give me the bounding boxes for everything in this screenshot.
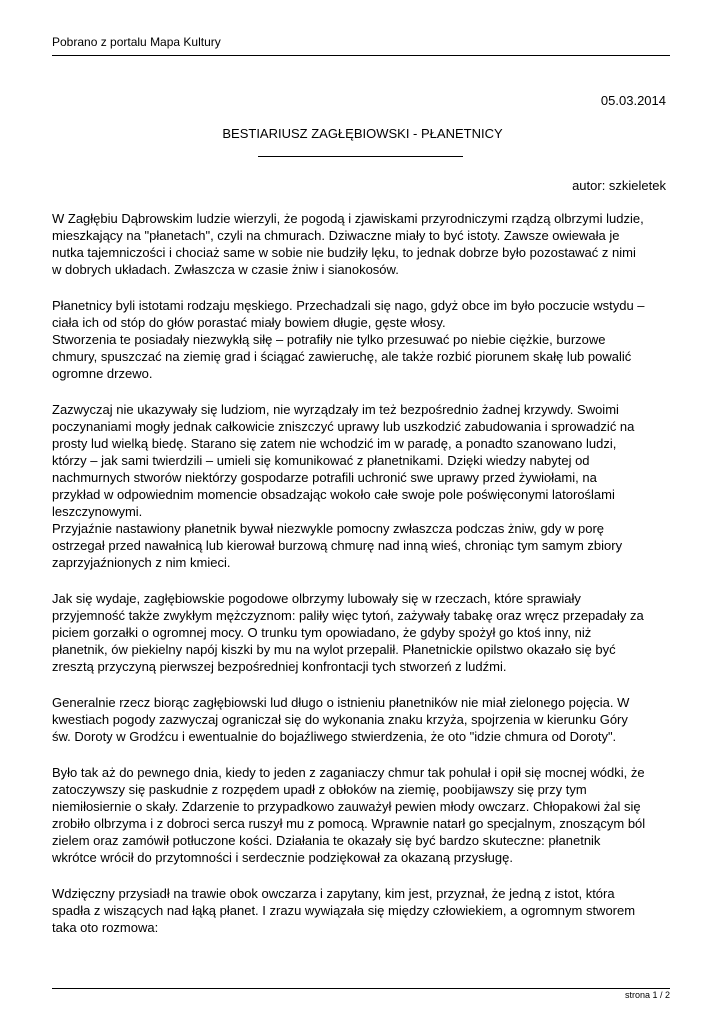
paragraph-line: kwestiach pogody zazwyczaj ograniczał się do wykonania znaku krzyża, spojrzenia w kierunku Góry bbox=[52, 712, 628, 727]
portal-source-note: Pobrano z portalu Mapa Kultury bbox=[52, 35, 221, 49]
article-body bbox=[52, 210, 672, 955]
article-paragraph bbox=[52, 297, 672, 382]
paragraph-line: zatoczywszy się paskudnie z rozpędem upadł z obłoków na ziemię, poobijawszy się przy tym bbox=[52, 782, 587, 797]
paragraph-line: zaprzyjaźnionych z nim kmieci. bbox=[52, 555, 231, 570]
paragraph-line: zielem oraz zamówił potłuczone kości. Działania te okazały się być bardzo skuteczne: płanetnik bbox=[52, 833, 601, 848]
paragraph-line: piciem gorzałki o ogromnej mocy. O trunku tym opowiadano, że gdyby spożył go ktoś inny, niż bbox=[52, 625, 592, 640]
paragraph-line: którzy – jak sami twierdzili – umieli się komunikować z płanetnikami. Dzięki wiedzy nabytej od bbox=[52, 453, 590, 468]
paragraph-line: Generalnie rzecz biorąc zagłębiowski lud długo o istnieniu płanetników nie miał zielonego pojęcia. W bbox=[52, 695, 630, 710]
page-number: strona 1 / 2 bbox=[624, 990, 670, 1000]
paragraph-line: przyjemność także zwykłym mężczyznom: paliły więc tytoń, zażywały tabakę oraz wręcz przepadały za bbox=[52, 608, 644, 623]
paragraph-line: nachmurnych stworów niektórzy gospodarze potrafili uchronić swe uprawy przed żywiołami, na bbox=[52, 470, 597, 485]
paragraph-line: prosty lud wielką biedę. Starano się zatem nie wchodzić im w paradę, a ponadto szanowano ludzi, bbox=[52, 436, 617, 451]
paragraph-line: Jak się wydaje, zagłębiowskie pogodowe olbrzymy lubowały się w rzeczach, które sprawiały bbox=[52, 591, 581, 606]
paragraph-line: taka oto rozmowa: bbox=[52, 920, 159, 935]
article-paragraph bbox=[52, 694, 672, 745]
article-paragraph bbox=[52, 210, 672, 278]
paragraph-line: niemiłosiernie o skały. Zdarzenie to przypadkowo zauważył pewien młody owczarz. Chłopakowi żal się bbox=[52, 799, 641, 814]
article-paragraph bbox=[52, 401, 672, 571]
article-paragraph bbox=[52, 590, 672, 675]
paragraph-line: chmury, spuszczać na ziemię grad i ściągać zawieruchę, ale także rozbić piorunem skałę lub powalić bbox=[52, 349, 632, 364]
paragraph-line: Zazwyczaj nie ukazywały się ludziom, nie wyrządzały im też bezpośrednio żadnej krzywdy. Swoimi bbox=[52, 402, 619, 417]
paragraph-line: zrobiło olbrzyma i z dobroci serca ruszył mu z pomocą. Wprawnie natarł go specjalnym, znoszącym ból bbox=[52, 816, 646, 831]
title-underline bbox=[258, 156, 463, 157]
paragraph-line: Płanetnicy byli istotami rodzaju męskiego. Przechadzali się nago, gdyż obce im było poczucie wstydu – bbox=[52, 298, 645, 313]
paragraph-line: leszczynowymi. bbox=[52, 504, 143, 519]
paragraph-line: ogromne drzewo. bbox=[52, 366, 153, 381]
paragraph-line: przykład w odpowiednim momencie obsadzając wokoło całe swoje pole poświęconymi latoroślami bbox=[52, 487, 615, 502]
paragraph-line: Przyjaźnie nastawiony płanetnik bywał niezwykle pomocny zwłaszcza podczas żniw, gdy w porę bbox=[52, 521, 605, 536]
paragraph-line: Stworzenia te posiadały niezwykłą siłę – potrafiły nie tylko przesuwać po niebie ciężkie, burzowe bbox=[52, 332, 606, 347]
paragraph-line: Było tak aż do pewnego dnia, kiedy to jeden z zaganiaczy chmur tak pohulał i opił się mocnej wódki, że bbox=[52, 765, 645, 780]
paragraph-line: spadła z wiszących nad łąką płanet. I zrazu wywiązała się między człowiekiem, a ogromnym stworem bbox=[52, 903, 636, 918]
paragraph-line: ostrzegał przed nawałnicą lub kierował burzową chmurę nad inną wieś, chroniąc tym samym zbiory bbox=[52, 538, 623, 553]
paragraph-line: płanetnik, ów piekielny napój kiszki by mu na wylot przepalił. Płanetnickie opilstwo okazało się być bbox=[52, 642, 616, 657]
footer-divider bbox=[52, 988, 670, 989]
header-divider bbox=[52, 55, 670, 56]
document-author: autor: szkieletek bbox=[572, 178, 666, 193]
document-date: 05.03.2014 bbox=[600, 93, 666, 108]
article-paragraph bbox=[52, 764, 672, 866]
paragraph-line: nutka tajemniczości i chociaż same w sobie nie budziły lęku, to jednak dobrze było pozostawać z nimi bbox=[52, 245, 636, 260]
document-title: BESTIARIUSZ ZAGŁĘBIOWSKI - PŁANETNICY bbox=[222, 126, 503, 141]
paragraph-line: mieszkający na "płanetach", czyli na chmurach. Dziwaczne miały to być istoty. Zawsze owiewała je bbox=[52, 228, 620, 243]
paragraph-line: ciała ich od stóp do głów porastać miały bowiem długie, gęste włosy. bbox=[52, 315, 446, 330]
paragraph-line: Wdzięczny przysiadł na trawie obok owczarza i zapytany, kim jest, przyznał, że jedną z istot, która bbox=[52, 886, 615, 901]
paragraph-line: w dobrych układach. Zwłaszcza w czasie żniw i sianokosów. bbox=[52, 262, 399, 277]
paragraph-line: wkrótce wrócił do przytomności i serdecznie podziękował za okazaną przysługę. bbox=[52, 850, 513, 865]
paragraph-line: św. Doroty w Grodźcu i ewentualnie do bojaźliwego stwierdzenia, że oto "idzie chmura od Doroty". bbox=[52, 729, 617, 744]
paragraph-line: poczynaniami mogły jednak całkowicie zniszczyć uprawy lub uszkodzić zabudowania i sprowadzić na bbox=[52, 419, 635, 434]
paragraph-line: W Zagłębiu Dąbrowskim ludzie wierzyli, że pogodą i zjawiskami przyrodniczymi rządzą olbrzymi ludzie, bbox=[52, 211, 644, 226]
paragraph-line: zresztą przyczyną pierwszej bezpośredniej konfrontacji tych stworzeń z ludźmi. bbox=[52, 659, 507, 674]
article-paragraph bbox=[52, 885, 672, 936]
